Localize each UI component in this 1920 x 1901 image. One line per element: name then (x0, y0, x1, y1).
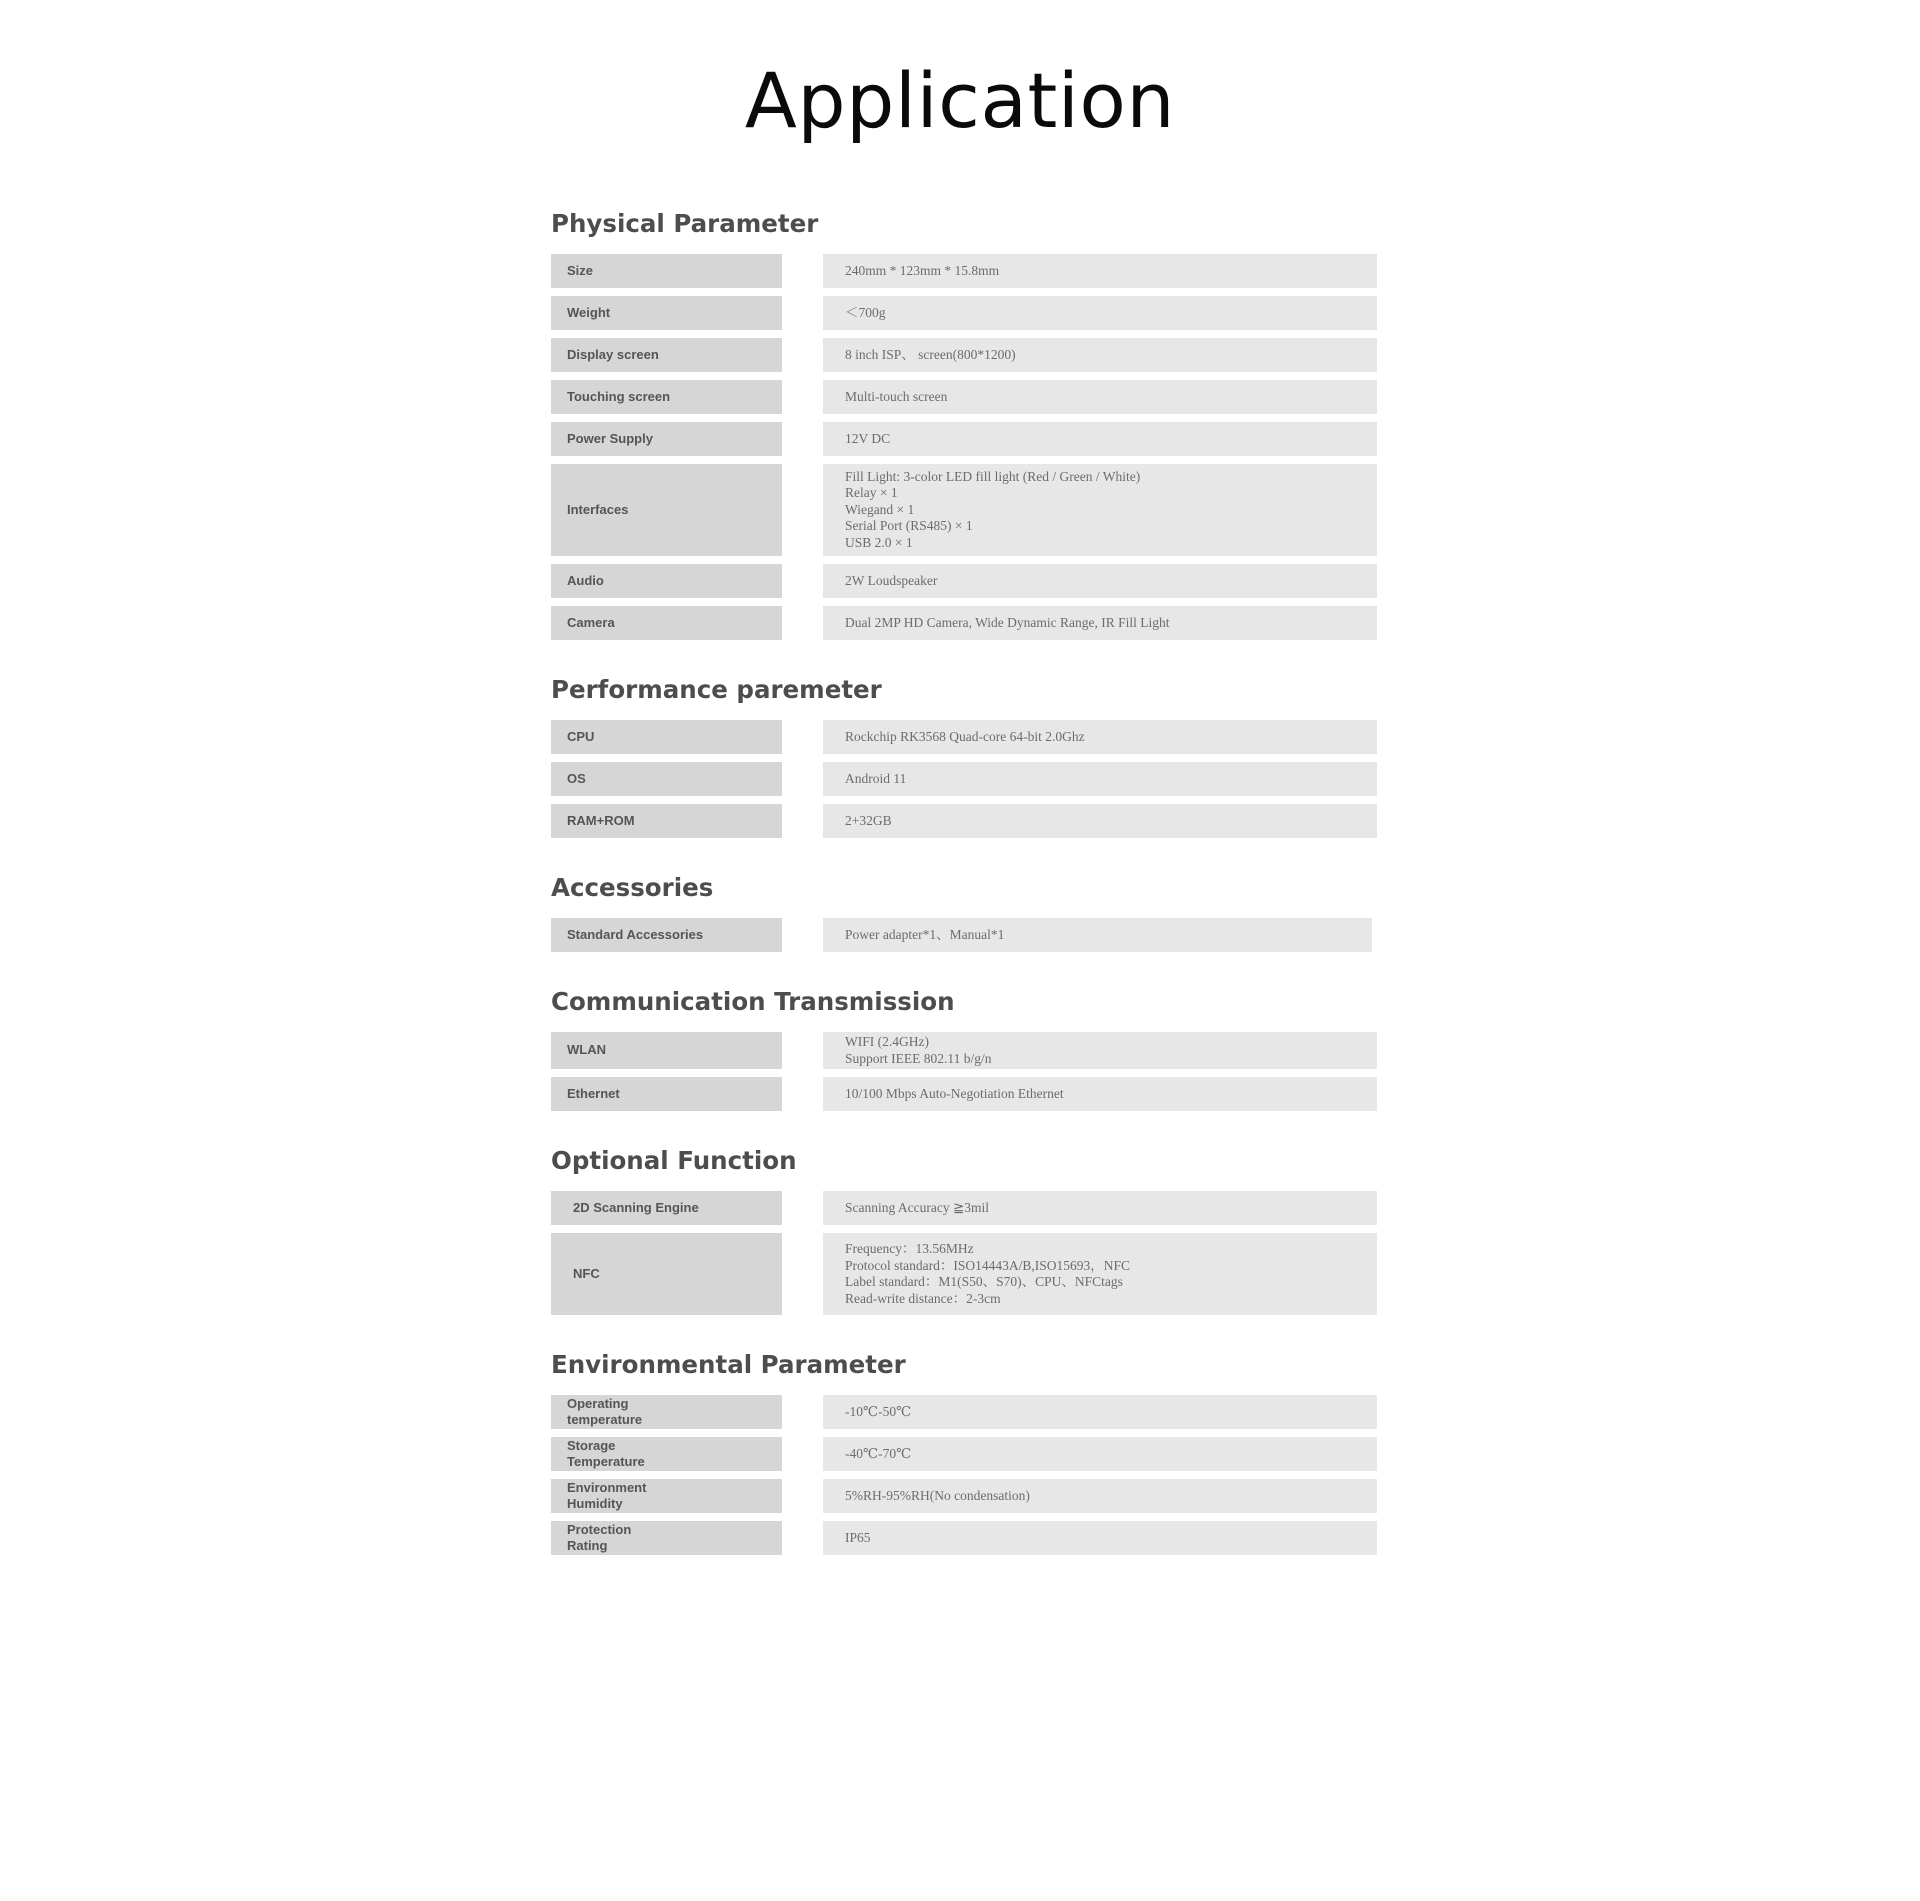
spec-value: Multi-touch screen (823, 380, 1377, 414)
section-physical-parameter (551, 200, 1381, 640)
spec-row-ethernet (551, 1077, 1381, 1111)
section-accessories (551, 864, 1381, 952)
spec-row-cpu (551, 720, 1381, 754)
spec-row-size (551, 254, 1381, 288)
spec-value: 10/100 Mbps Auto-Negotiation Ethernet (823, 1077, 1377, 1111)
spec-label: Storage Temperature (551, 1437, 782, 1471)
spec-label: NFC (551, 1233, 782, 1315)
spec-row-nfc (551, 1233, 1381, 1315)
section-title: Optional Function (551, 1146, 797, 1175)
section-title: Performance paremeter (551, 675, 882, 704)
spec-value: 2+32GB (823, 804, 1377, 838)
spec-value: -10℃-50℃ (823, 1395, 1377, 1429)
spec-label: Weight (551, 296, 782, 330)
spec-label: Ethernet (551, 1077, 782, 1111)
page-title: Application (744, 56, 1176, 145)
section-optional-function (551, 1137, 1381, 1315)
spec-value: 240mm * 123mm * 15.8mm (823, 254, 1377, 288)
spec-value: 12V DC (823, 422, 1377, 456)
spec-value: -40℃-70℃ (823, 1437, 1377, 1471)
section-communication-transmission (551, 978, 1381, 1111)
spec-row-camera (551, 606, 1381, 640)
section-title: Communication Transmission (551, 987, 955, 1016)
spec-value: Scanning Accuracy ≧3mil (823, 1191, 1377, 1225)
spec-value: ＜700g (823, 296, 1377, 330)
section-title: Environmental Parameter (551, 1350, 906, 1379)
spec-value: Power adapter*1、Manual*1 (823, 918, 1372, 952)
spec-row-power-supply (551, 422, 1381, 456)
spec-value: 8 inch ISP、 screen(800*1200) (823, 338, 1377, 372)
spec-sheet (551, 200, 1381, 1555)
spec-row-protection-rating (551, 1521, 1381, 1555)
spec-label: Display screen (551, 338, 782, 372)
spec-label: RAM+ROM (551, 804, 782, 838)
spec-value: Fill Light: 3-color LED fill light (Red / Green / White) Relay × 1 Wiegand × 1 Serial Port (RS485) × 1 USB 2.0 × 1 (823, 464, 1377, 556)
spec-value: Android 11 (823, 762, 1377, 796)
spec-label: Camera (551, 606, 782, 640)
spec-row-ram-rom (551, 804, 1381, 838)
spec-row-touching-screen (551, 380, 1381, 414)
spec-row-display-screen (551, 338, 1381, 372)
spec-label: CPU (551, 720, 782, 754)
spec-value: Dual 2MP HD Camera, Wide Dynamic Range, IR Fill Light (823, 606, 1377, 640)
spec-value: IP65 (823, 1521, 1377, 1555)
section-title: Physical Parameter (551, 209, 819, 238)
section-environmental-parameter (551, 1341, 1381, 1555)
spec-row-operating-temperature (551, 1395, 1381, 1429)
spec-label: Power Supply (551, 422, 782, 456)
spec-row-environment-humidity (551, 1479, 1381, 1513)
section-title: Accessories (551, 873, 714, 902)
spec-row-weight (551, 296, 1381, 330)
spec-row-interfaces (551, 464, 1381, 556)
spec-label: Operating temperature (551, 1395, 782, 1429)
spec-row-storage-temperature (551, 1437, 1381, 1471)
spec-label: OS (551, 762, 782, 796)
spec-value: WIFI (2.4GHz) Support IEEE 802.11 b/g/n (823, 1032, 1377, 1069)
spec-value: Frequency：13.56MHz Protocol standard：ISO14443A/B,ISO15693，NFC Label standard：M1(S50、S70)、CPU、NFCtags Read-write distance：2-3cm (823, 1233, 1377, 1315)
spec-value: 2W Loudspeaker (823, 564, 1377, 598)
spec-label: 2D Scanning Engine (551, 1191, 782, 1225)
spec-row-audio (551, 564, 1381, 598)
section-performance-parameter (551, 666, 1381, 838)
spec-label: WLAN (551, 1032, 782, 1069)
spec-value: 5%RH-95%RH(No condensation) (823, 1479, 1377, 1513)
spec-label: Size (551, 254, 782, 288)
spec-label: Audio (551, 564, 782, 598)
spec-label: Protection Rating (551, 1521, 782, 1555)
spec-label: Environment Humidity (551, 1479, 782, 1513)
spec-label: Touching screen (551, 380, 782, 414)
spec-value: Rockchip RK3568 Quad-core 64-bit 2.0Ghz (823, 720, 1377, 754)
spec-row-os (551, 762, 1381, 796)
spec-label: Standard Accessories (551, 918, 782, 952)
spec-row-wlan (551, 1032, 1381, 1069)
spec-row-2d-scanning-engine (551, 1191, 1381, 1225)
spec-row-standard-accessories (551, 918, 1381, 952)
spec-label: Interfaces (551, 464, 782, 556)
